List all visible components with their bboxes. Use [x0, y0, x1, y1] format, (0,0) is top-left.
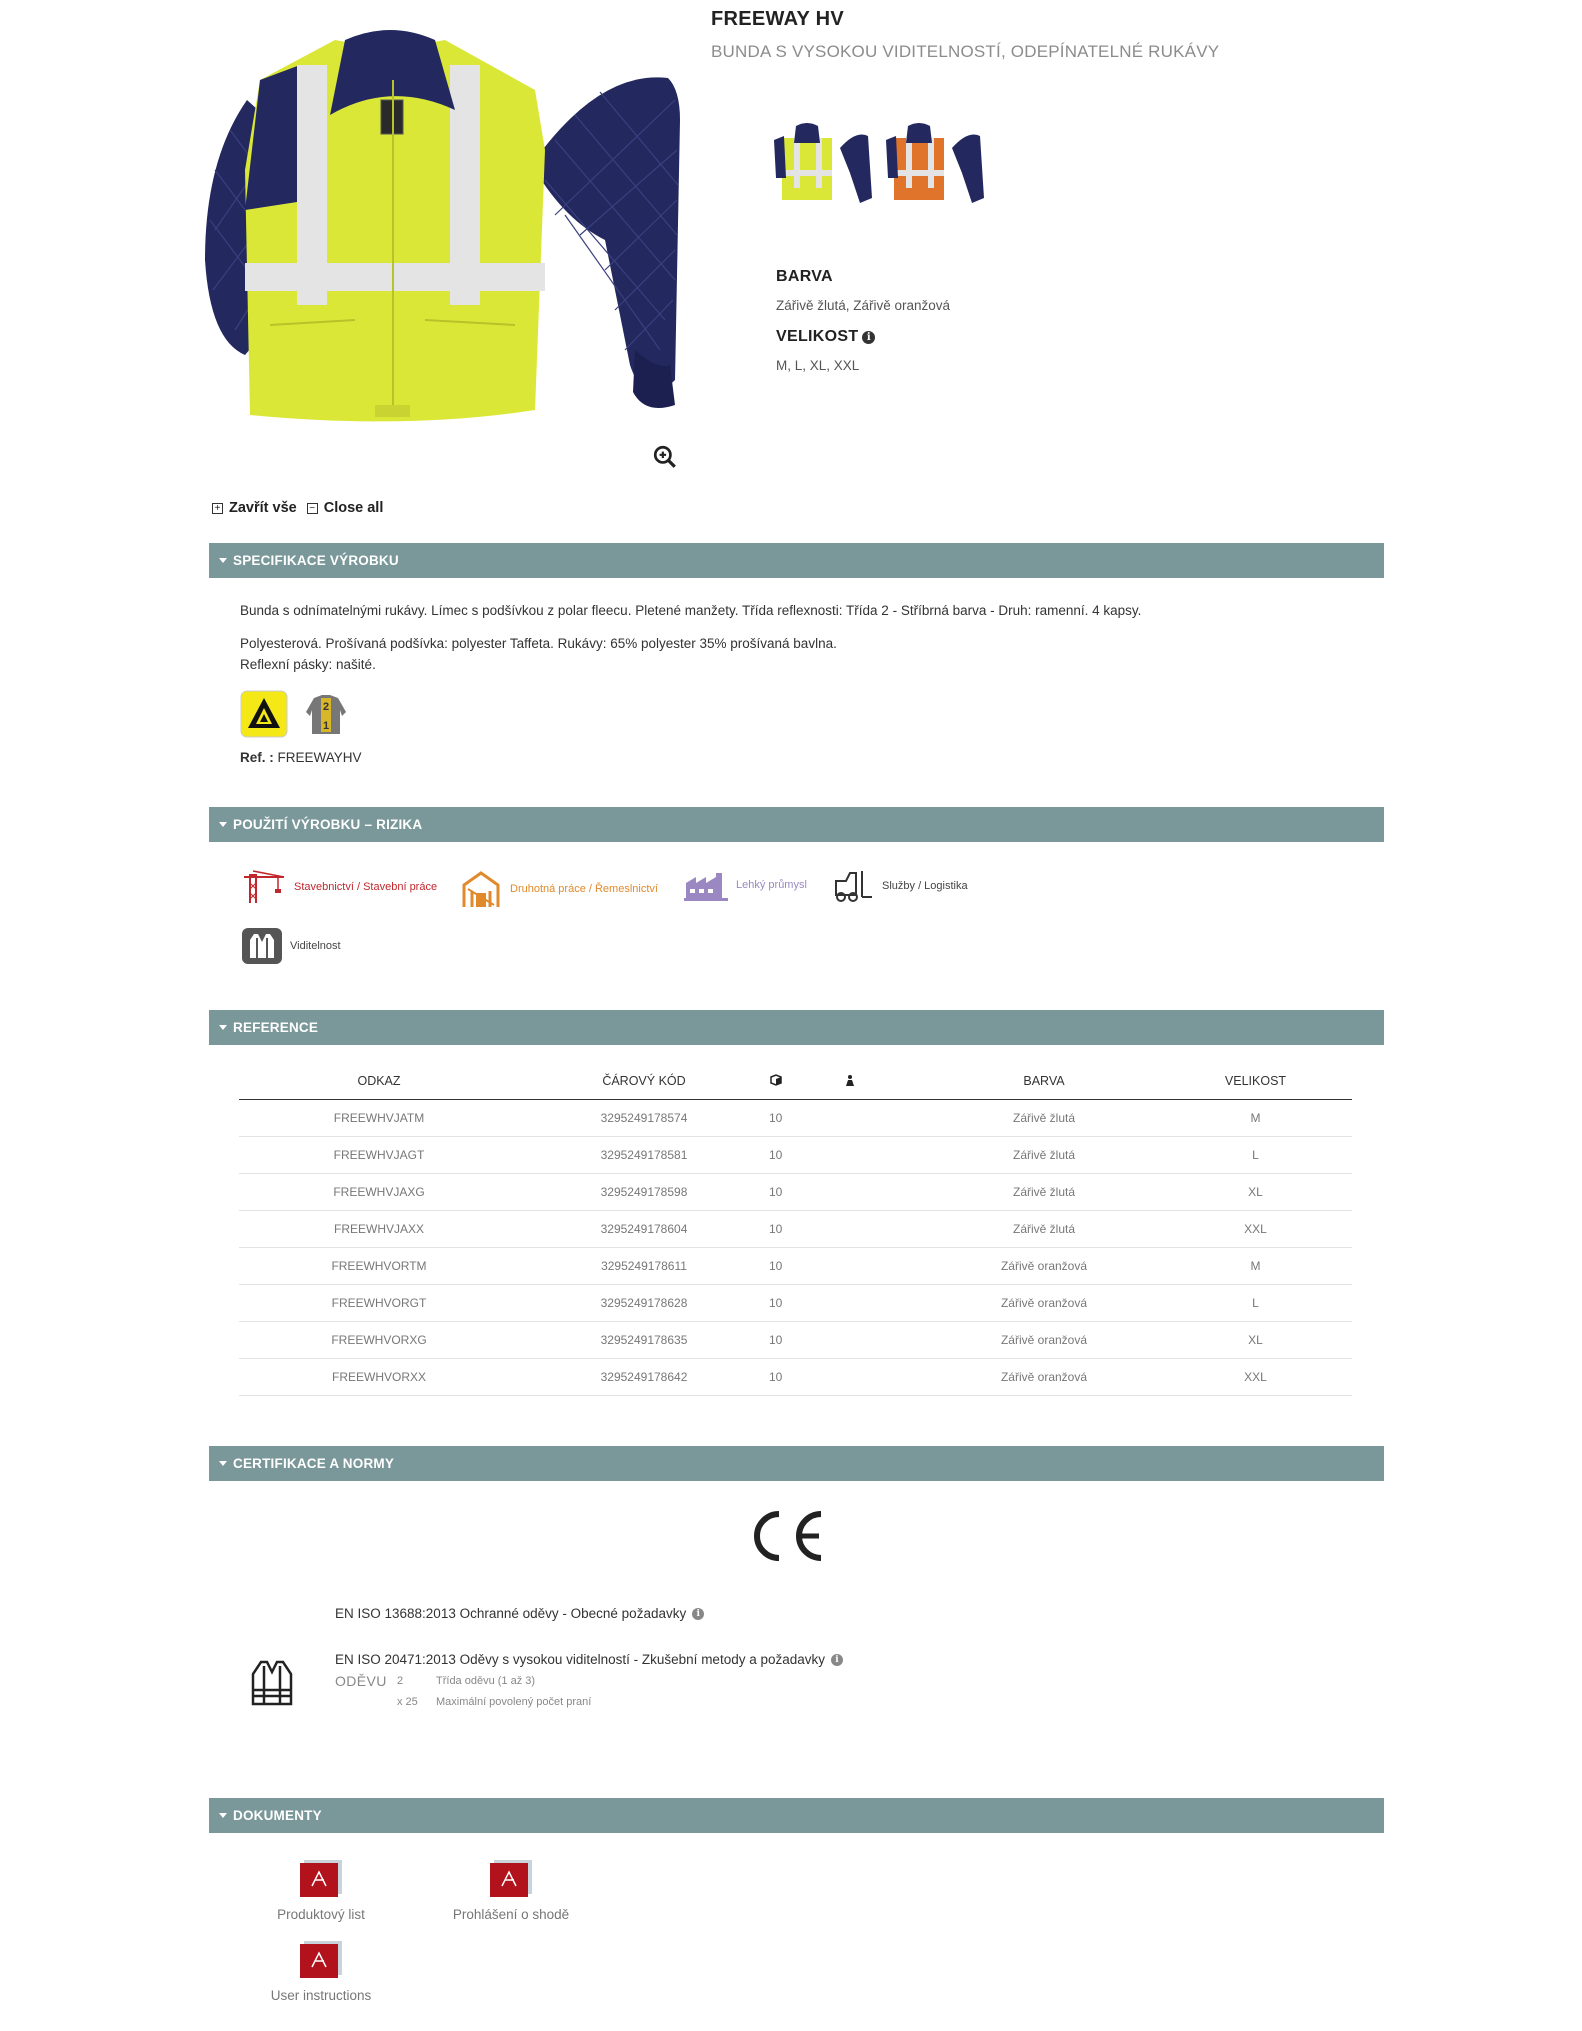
cell-color: Zářivě žlutá: [929, 1136, 1159, 1173]
spec-materials-line2: Reflexní pásky: našité.: [240, 657, 376, 672]
cell-color: Zářivě oranžová: [929, 1284, 1159, 1321]
risk-construction-label: Stavebnictví / Stavební práce: [294, 881, 438, 893]
cell-barcode: 3295249178604: [519, 1210, 769, 1247]
spec-materials: [240, 633, 1140, 675]
table-row: [239, 1358, 1352, 1395]
norm-en20471-text: EN ISO 20471:2013 Oděvy s vysokou viditelností - Zkušební metody a požadavky: [335, 1652, 826, 1667]
reference-label: Ref. :: [240, 750, 274, 765]
cell-qty: 10: [769, 1173, 844, 1210]
cell-ref: FREEWHVJAXG: [239, 1173, 519, 1210]
cell-ref: FREEWHVORXX: [239, 1358, 519, 1395]
garment-class-value: 2: [397, 1675, 404, 1687]
pdf-icon: [298, 1939, 344, 1979]
cell-ref: FREEWHVORXG: [239, 1321, 519, 1358]
table-header-row: [239, 1064, 1352, 1099]
garment-class-desc: Třída oděvu (1 až 3): [436, 1675, 536, 1687]
cell-size: XXL: [1159, 1210, 1352, 1247]
risk-crafts[interactable]: [460, 869, 658, 909]
open-all-label: Zavřít vše: [229, 500, 297, 516]
cell-size: M: [1159, 1247, 1352, 1284]
doc-product-sheet[interactable]: [251, 1858, 391, 1924]
cell-size: XL: [1159, 1321, 1352, 1358]
color-label: BARVA: [776, 268, 833, 285]
table-row: [239, 1321, 1352, 1358]
doc-declaration-label: Prohlášení o shodě: [452, 1907, 570, 1922]
cell-size: L: [1159, 1136, 1352, 1173]
cell-barcode: 3295249178574: [519, 1099, 769, 1136]
cell-color: Zářivě oranžová: [929, 1358, 1159, 1395]
norm-en13688-info-icon[interactable]: i: [692, 1608, 704, 1620]
table-row: [239, 1136, 1352, 1173]
norm-en20471: [335, 1652, 843, 1667]
spec-materials-line1: Polyesterová. Prošívaná podšívka: polyester Taffeta. Rukávy: 65% polyester 35% prošívaná bavlna.: [240, 636, 837, 651]
hivis-vest-icon: [251, 1658, 293, 1706]
cell-ref: FREEWHVJAGT: [239, 1136, 519, 1173]
cell-color: Zářivě žlutá: [929, 1099, 1159, 1136]
cell-person: [844, 1321, 929, 1358]
brand-delta-logo: [240, 690, 288, 738]
section-cert-header[interactable]: CERTIFIKACE A NORMY: [209, 1446, 1384, 1481]
cell-barcode: 3295249178598: [519, 1173, 769, 1210]
reference-value: FREEWAYHV: [277, 750, 362, 765]
house-tools-icon: [460, 869, 502, 909]
cell-person: [844, 1210, 929, 1247]
sleeve-image: [535, 77, 680, 408]
risk-logistics-label: Služby / Logistika: [882, 880, 968, 892]
box-icon: [769, 1074, 783, 1086]
plus-box-icon: +: [212, 503, 223, 514]
col-box: [769, 1064, 844, 1099]
reference-line: [240, 750, 362, 765]
size-label: VELIKOST: [776, 328, 859, 345]
cell-qty: 10: [769, 1247, 844, 1284]
col-size: VELIKOST: [1159, 1064, 1352, 1099]
two-in-one-bottom: 1: [322, 720, 330, 732]
risk-light-industry-label: Lehký průmysl: [736, 879, 807, 891]
cell-size: XXL: [1159, 1358, 1352, 1395]
reference-table: [239, 1064, 1352, 1396]
factory-icon: [684, 869, 728, 901]
cell-person: [844, 1284, 929, 1321]
cell-barcode: 3295249178611: [519, 1247, 769, 1284]
cell-ref: FREEWHVORGT: [239, 1284, 519, 1321]
product-main-image[interactable]: [205, 20, 700, 460]
crane-icon: [242, 869, 286, 905]
garment-label: ODĚVU: [335, 1673, 387, 1689]
wash-count-desc: Maximální povolený počet praní: [436, 1696, 592, 1708]
cell-qty: 10: [769, 1099, 844, 1136]
cell-size: M: [1159, 1099, 1352, 1136]
toggle-bar: [212, 500, 383, 516]
pdf-icon: [298, 1858, 344, 1898]
open-all-toggle[interactable]: [212, 500, 297, 516]
col-person: [844, 1064, 929, 1099]
cell-person: [844, 1247, 929, 1284]
size-heading: [776, 328, 875, 346]
cell-person: [844, 1173, 929, 1210]
risk-crafts-label: Druhotná práce / Řemeslnictví: [510, 883, 658, 895]
thumbnail-orange[interactable]: [886, 118, 990, 216]
two-in-one-top: 2: [322, 701, 330, 713]
cell-person: [844, 1358, 929, 1395]
cell-qty: 10: [769, 1210, 844, 1247]
cell-color: Zářivě oranžová: [929, 1247, 1159, 1284]
cell-person: [844, 1136, 929, 1173]
norm-en13688: [335, 1606, 704, 1621]
thumbnail-yellow[interactable]: [774, 118, 878, 216]
table-row: [239, 1173, 1352, 1210]
product-title: FREEWAY HV: [711, 8, 845, 30]
cell-qty: 10: [769, 1136, 844, 1173]
table-row: [239, 1099, 1352, 1136]
close-all-toggle[interactable]: [307, 500, 384, 516]
cell-qty: 10: [769, 1321, 844, 1358]
pdf-icon: [488, 1858, 534, 1898]
doc-user-instructions-label: User instructions: [270, 1988, 372, 2003]
cell-barcode: 3295249178628: [519, 1284, 769, 1321]
cell-person: [844, 1099, 929, 1136]
norm-en20471-info-icon[interactable]: i: [831, 1654, 843, 1666]
forklift-icon: [830, 869, 874, 903]
table-row: [239, 1284, 1352, 1321]
cell-qty: 10: [769, 1358, 844, 1395]
table-row: [239, 1247, 1352, 1284]
product-subtitle: BUNDA S VYSOKOU VIDITELNOSTÍ, ODEPÍNATELNÉ RUKÁVY: [711, 42, 1220, 61]
spec-description: Bunda s odnímatelnými rukávy. Límec s podšívkou z polar fleecu. Pletené manžety. Třída reflexnosti: Třída 2 - Stříbrná barva - Druh: ramenní. 4 kapsy.: [240, 603, 1142, 618]
cell-ref: FREEWHVJATM: [239, 1099, 519, 1136]
section-docs-header[interactable]: DOKUMENTY: [209, 1798, 1384, 1833]
size-info-icon[interactable]: i: [862, 331, 875, 344]
cell-color: Zářivě žlutá: [929, 1210, 1159, 1247]
table-row: [239, 1210, 1352, 1247]
ce-mark-icon: [745, 1508, 825, 1564]
cell-size: L: [1159, 1284, 1352, 1321]
close-all-label: Close all: [323, 500, 384, 516]
risk-visibility-label: Viditelnost: [290, 940, 341, 952]
cell-size: XL: [1159, 1173, 1352, 1210]
section-use-header[interactable]: POUŽITÍ VÝROBKU – RIZIKA: [209, 807, 1384, 842]
cell-qty: 10: [769, 1284, 844, 1321]
col-color: BARVA: [929, 1064, 1159, 1099]
cell-barcode: 3295249178635: [519, 1321, 769, 1358]
vest-badge-icon: [242, 928, 282, 964]
wash-count-value: x 25: [397, 1696, 418, 1708]
color-value: Zářivě žlutá, Zářivě oranžová: [776, 298, 951, 313]
risk-construction[interactable]: [242, 869, 437, 905]
col-barcode: ČÁROVÝ KÓD: [519, 1064, 769, 1099]
cell-color: Zářivě oranžová: [929, 1321, 1159, 1358]
risk-logistics[interactable]: [830, 869, 968, 903]
norm-en13688-text: EN ISO 13688:2013 Ochranné oděvy - Obecné požadavky: [335, 1606, 687, 1621]
doc-product-sheet-label: Produktový list: [277, 1907, 365, 1922]
cell-barcode: 3295249178642: [519, 1358, 769, 1395]
col-odkaz: ODKAZ: [239, 1064, 519, 1099]
risk-light-industry[interactable]: [684, 869, 807, 901]
section-spec-header[interactable]: SPECIFIKACE VÝROBKU: [209, 543, 1384, 578]
cell-color: Zářivě žlutá: [929, 1173, 1159, 1210]
two-in-one-icon: [302, 690, 350, 738]
zoom-icon[interactable]: [652, 444, 678, 470]
section-reference-header[interactable]: REFERENCE: [209, 1010, 1384, 1045]
size-value: M, L, XL, XXL: [776, 358, 860, 373]
doc-user-instructions[interactable]: [251, 1939, 391, 2005]
minus-box-icon: −: [307, 503, 318, 514]
cell-barcode: 3295249178581: [519, 1136, 769, 1173]
doc-declaration[interactable]: [441, 1858, 581, 1924]
cell-ref: FREEWHVORTM: [239, 1247, 519, 1284]
person-icon: [844, 1074, 856, 1086]
cell-ref: FREEWHVJAXX: [239, 1210, 519, 1247]
risk-visibility[interactable]: [242, 928, 341, 964]
